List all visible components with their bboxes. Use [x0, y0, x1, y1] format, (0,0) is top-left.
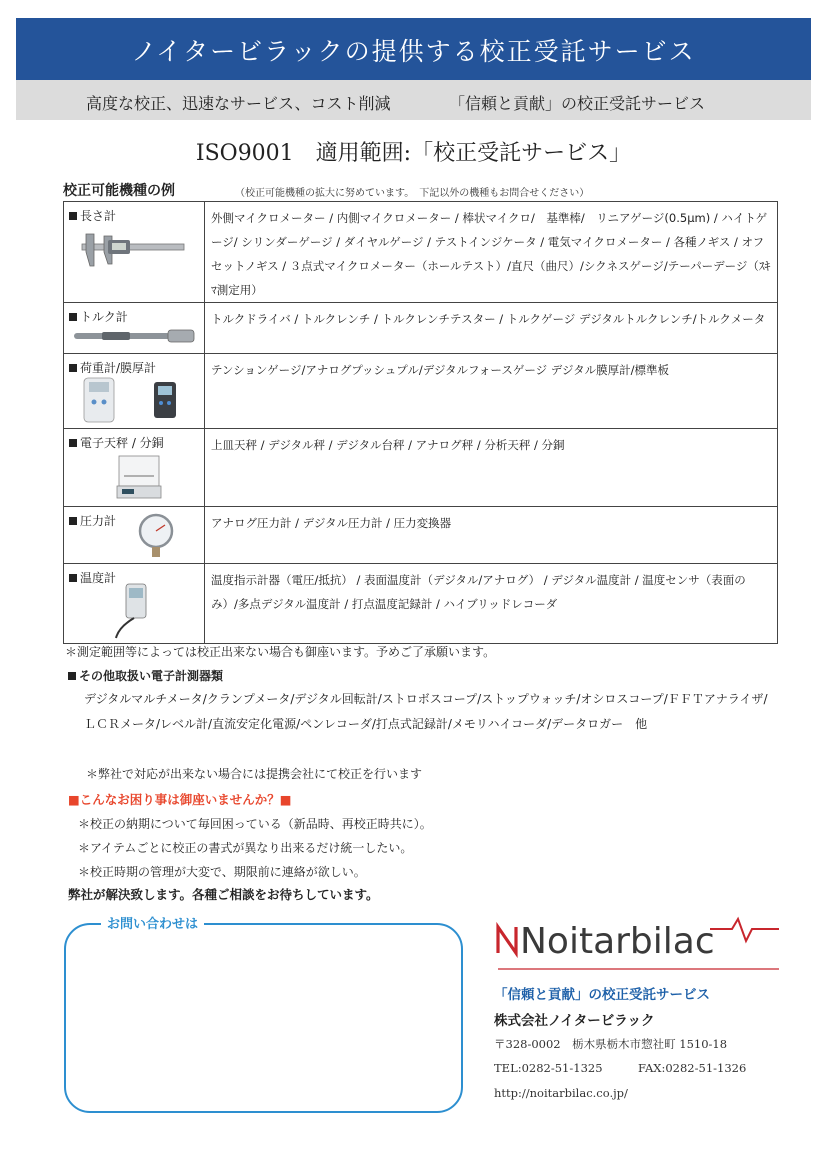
category-label: 荷重計/膜厚計: [80, 361, 157, 375]
table-row: [64, 507, 778, 564]
bullet-square: [69, 212, 77, 220]
category-cell: [64, 429, 205, 507]
trouble-item: ＊校正時期の管理が大変で、期限前に連絡が欲しい。: [78, 865, 366, 879]
company-fax: FAX:0282-51-1326: [638, 1061, 747, 1075]
category-cell: [64, 354, 205, 429]
thermometer-icon: [114, 582, 154, 640]
table-row: [64, 202, 778, 303]
sub-tagline: 高度な校正、迅速なサービス、コスト削減: [86, 94, 391, 113]
items-cell: 外側マイクロメーター / 内側マイクロメーター / 棒状マイクロ/ 基準棒/ リニアゲージ(0.5μm) / ハイトゲージ/ シリンダーゲージ / ダイヤルゲージ / テストインジケータ / 電気マイクロメーター / 各種ノギス / オフセットノギス / ３点式マイクロメーター（ホールテスト）/直尺（曲尺）/シクネスゲージ/テーパーデージ（ｽｷﾏ測定用）: [205, 202, 778, 303]
table-row: [64, 354, 778, 429]
measurement-footnote: ＊測定範囲等によっては校正出来ない場合も御座います。予めご了承願います。: [65, 645, 496, 659]
pressure-gauge-icon: [136, 513, 176, 559]
company-name: 株式会社ノイタービラック: [494, 1013, 655, 1029]
company-tel: TEL:0282-51-1325: [494, 1061, 603, 1075]
header-banner: [16, 18, 811, 80]
trouble-item: ＊校正の納期について毎回困っている（新品時、再校正時共に）。: [78, 817, 432, 831]
items-cell: テンションゲージ/アナログプッシュプル/デジタルフォースゲージ デジタル膜厚計/標準板: [205, 354, 778, 429]
trouble-title: ■こんなお困り事は御座いませんか？■: [68, 792, 292, 807]
partner-note: ＊弊社で対応が出来ない場合には提携会社にて校正を行います: [86, 767, 423, 781]
bullet-square: [69, 517, 77, 525]
category-label: トルク計: [80, 310, 128, 324]
bullet-square: [68, 672, 76, 680]
table-row: [64, 429, 778, 507]
bullet-square: [69, 313, 77, 321]
bullet-square: [69, 439, 77, 447]
category-cell: [64, 303, 205, 354]
iso-scope-title: ISO9001 適用範囲:「校正受託サービス」: [195, 141, 632, 166]
caliper-icon: [78, 230, 188, 270]
company-address: 〒328-0002 栃木県栃木市惣社町 1510-18: [494, 1037, 728, 1051]
sub-slogan: 「信頼と貢献」の校正受託サービス: [449, 94, 706, 113]
balance-icon: [116, 452, 162, 500]
category-label: 温度計: [80, 571, 117, 585]
items-cell: トルクドライバ / トルクレンチ / トルクレンチテスター / トルクゲージ デジタルトルクレンチ/トルクメータ: [205, 303, 778, 354]
other-instruments-list: デジタルマルチメータ/クランプメータ/デジタル回転計/ストロボスコープ/ストップウォッチ/オシロスコープ/ＦＦＴアナライザ/ＬＣＲメータ/レベル計/直流安定化電源/ペンレコーダ/打点式記録計/メモリハイコーダ/データロガー 他: [84, 692, 768, 731]
category-cell: [64, 507, 205, 564]
solution-statement: 弊社が解決致します。各種ご相談をお待ちしています。: [68, 887, 379, 902]
examples-note: （校正可能機種の拡大に努めています。 下記以外の機種もお問合せください）: [235, 188, 590, 199]
table-row: [64, 564, 778, 644]
company-logo: [496, 913, 781, 975]
page-title: ノイタービラックの提供する校正受託サービス: [131, 37, 696, 66]
sub-banner: [16, 80, 811, 120]
category-label: 電子天秤 / 分銅: [80, 436, 164, 450]
other-instruments-title: その他取扱い電子計測器類: [68, 667, 223, 684]
category-cell: [64, 202, 205, 303]
category-label: 長さ計: [80, 209, 117, 223]
items-cell: アナログ圧力計 / デジタル圧力計 / 圧力変換器: [205, 507, 778, 564]
company-url[interactable]: http://noitarbilac.co.jp/: [494, 1086, 628, 1100]
bullet-square: [69, 364, 77, 372]
trouble-item: ＊アイテムごとに校正の書式が異なり出来るだけ統一したい。: [78, 841, 413, 855]
category-cell: [64, 564, 205, 644]
table-row: [64, 303, 778, 354]
company-slogan: 「信頼と貢献」の校正受託サービス: [494, 987, 710, 1003]
items-cell: 上皿天秤 / デジタル秤 / デジタル台秤 / アナログ秤 / 分析天秤 / 分銅: [205, 429, 778, 507]
force-gauge-icon: [82, 376, 192, 424]
logo-text: Noitarbilac: [520, 921, 715, 962]
examples-title: 校正可能機種の例: [63, 183, 175, 199]
contact-label: お問い合わせは: [101, 913, 204, 932]
contact-box: [64, 923, 463, 1113]
category-label: 圧力計: [80, 514, 117, 528]
bullet-square: [69, 574, 77, 582]
items-cell: 温度指示計器（電圧/抵抗） / 表面温度計（デジタル/アナログ） / デジタル温度計 / 温度センサ（表面のみ）/多点デジタル温度計 / 打点温度記録計 / ハイブリッドレコーダ: [205, 564, 778, 644]
calibration-table: [63, 201, 778, 644]
torque-wrench-icon: [72, 325, 198, 347]
